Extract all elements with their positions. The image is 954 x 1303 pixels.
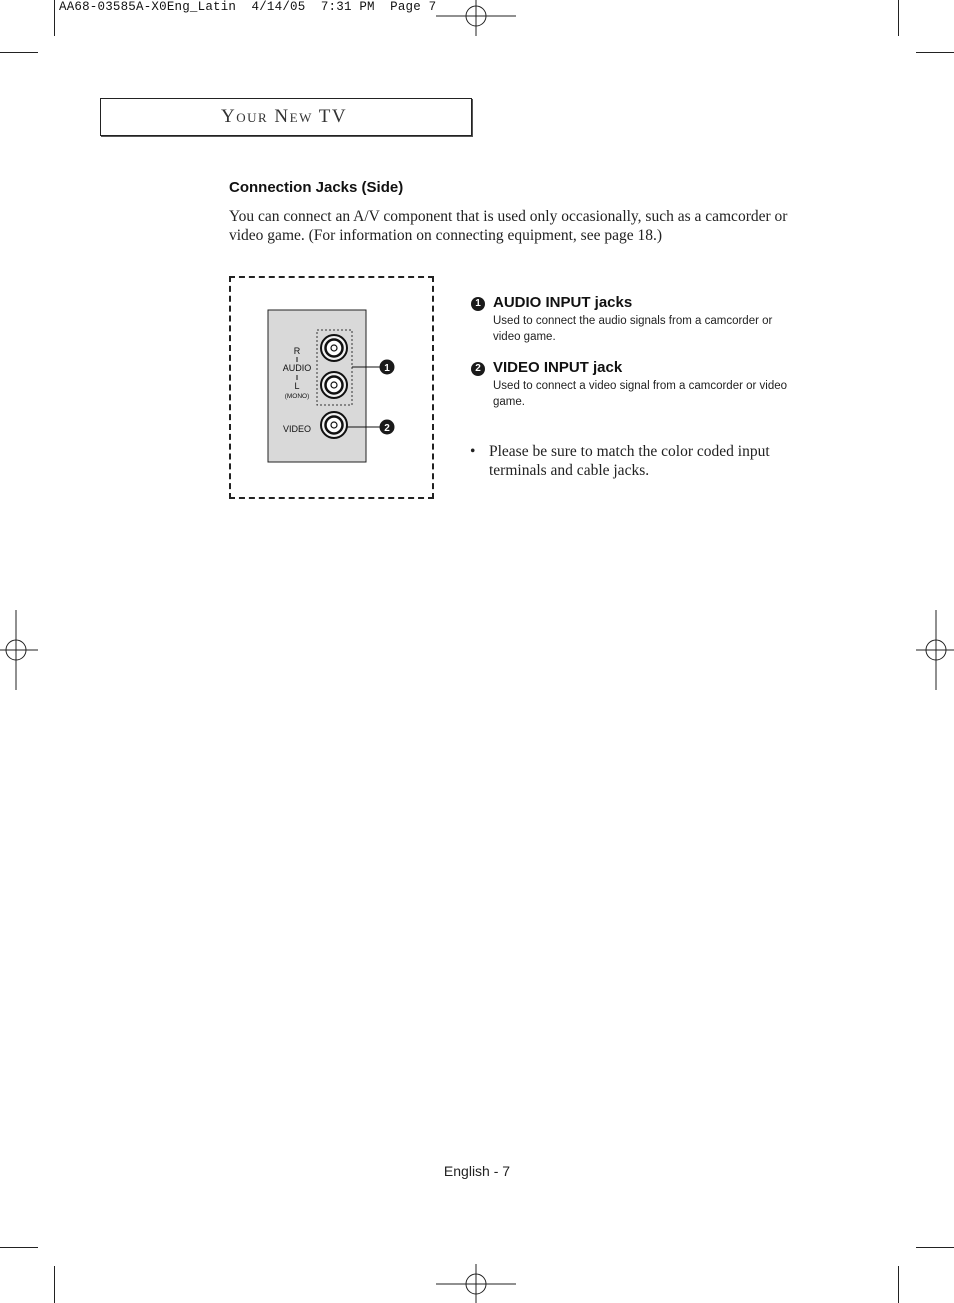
item-title: AUDIO INPUT jacks: [493, 294, 633, 311]
number-1-badge: 1: [471, 297, 485, 311]
number-2-badge: 2: [471, 362, 485, 376]
label-l: L: [294, 381, 300, 391]
page-title: Your New TV: [221, 106, 348, 127]
bullet-icon: •: [470, 443, 476, 460]
registration-mark-right-icon: [916, 610, 954, 690]
label-mono: (MONO): [284, 393, 310, 400]
registration-mark-top-icon: [436, 0, 516, 36]
side-panel-illustration: [231, 278, 432, 497]
item-description: Used to connect a video signal from a camcorder or video game.: [493, 380, 788, 408]
note-text: Please be sure to match the color coded input terminals and cable jacks.: [489, 443, 770, 479]
registration-mark-bottom-icon: [436, 1264, 516, 1303]
label-audio: AUDIO: [282, 363, 312, 373]
section-header-box: [100, 98, 472, 136]
print-slug-line: AA68-03585A-X0Eng_Latin 4/14/05 7:31 PM Page 7: [59, 0, 437, 14]
label-video: VIDEO: [282, 424, 312, 434]
audio-l-jack-icon: [321, 372, 347, 398]
video-jack-icon: [321, 412, 347, 438]
section-heading: Connection Jacks (Side): [229, 179, 404, 196]
label-r: R: [293, 346, 301, 356]
audio-r-jack-icon: [321, 335, 347, 361]
callout-2-label: 2: [384, 423, 390, 434]
connection-jacks-figure: [229, 276, 434, 499]
intro-paragraph: You can connect an A/V component that is used only occasionally, such as a camcorder or video game. (For information on connecting equipment, see page 18.): [229, 208, 788, 244]
page-number: English - 7: [443, 1163, 511, 1179]
item-description: Used to connect the audio signals from a camcorder or video game.: [493, 315, 773, 343]
item-title: VIDEO INPUT jack: [493, 359, 623, 376]
registration-mark-left-icon: [0, 610, 38, 690]
callout-1-label: 1: [384, 363, 390, 374]
